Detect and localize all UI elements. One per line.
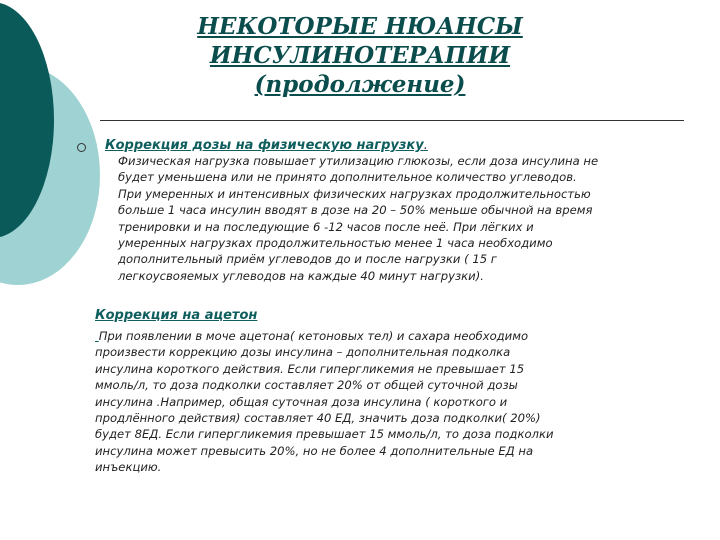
body-line: Физическая нагрузка повышает утилизацию глюкозы, если доза инсулина не bbox=[118, 154, 599, 168]
title-line: НЕКОТОРЫЕ НЮАНСЫ bbox=[197, 13, 523, 40]
section-heading-exercise bbox=[105, 138, 428, 153]
section-body-acetone bbox=[95, 328, 655, 476]
heading-text: Коррекция дозы на физическую нагрузку bbox=[105, 138, 424, 153]
body-line: инсулина .Например, общая суточная доза инсулина ( короткого и bbox=[95, 394, 508, 409]
body-line: произвести коррекцию дозы инсулина – дополнительная подколка bbox=[95, 345, 511, 360]
title-line: (продолжение) bbox=[254, 71, 466, 98]
body-line: инсулина может превысить 20%, но не более 4 дополнительные ЕД на bbox=[95, 443, 534, 458]
bullet-circle-icon bbox=[77, 143, 86, 152]
section-body-exercise bbox=[118, 153, 688, 284]
body-line: инсулина короткого действия. Если гипергликемия не превышает 15 bbox=[95, 361, 525, 376]
decorative-circles bbox=[0, 0, 110, 290]
title-line: ИНСУЛИНОТЕРАПИИ bbox=[209, 42, 511, 69]
body-line: дополнительный приём углеводов до и после нагрузки ( 15 г bbox=[118, 252, 497, 267]
body-line: умеренных нагрузках продолжительностью менее 1 часа необходимо bbox=[118, 236, 553, 251]
body-line: будет 8ЕД. Если гипергликемия превышает 15 ммоль/л, то доза подколки bbox=[95, 427, 554, 442]
heading-suffix: . bbox=[423, 138, 428, 153]
body-line: больше 1 часа инсулин вводят в дозе на 20 – 50% меньше обычной на время bbox=[118, 203, 593, 218]
title-divider bbox=[100, 120, 684, 121]
body-line: тренировки и на последующие 6 -12 часов после неё. При лёгких и bbox=[118, 219, 534, 234]
body-line: инъекцию. bbox=[95, 460, 162, 475]
section-heading-acetone: Коррекция на ацетон bbox=[95, 308, 258, 323]
body-line: При умеренных и интенсивных физических нагрузках продолжительностью bbox=[118, 186, 591, 201]
body-line: ммоль/л, то доза подколки составляет 20% от общей суточной дозы bbox=[95, 378, 518, 393]
body-line: продлённого действия) составляет 40 ЕД, значить доза подколки( 20%) bbox=[95, 411, 541, 426]
body-line-text: При появлении в моче ацетона( кетоновых тел) и сахара необходимо bbox=[98, 329, 529, 343]
body-line: легкоусвояемых углеводов на каждые 40 минут нагрузки). bbox=[118, 268, 484, 283]
body-line bbox=[95, 328, 655, 344]
slide-title bbox=[150, 12, 570, 99]
body-line: будет уменьшена или не принято дополнительное количество углеводов. bbox=[118, 170, 577, 185]
